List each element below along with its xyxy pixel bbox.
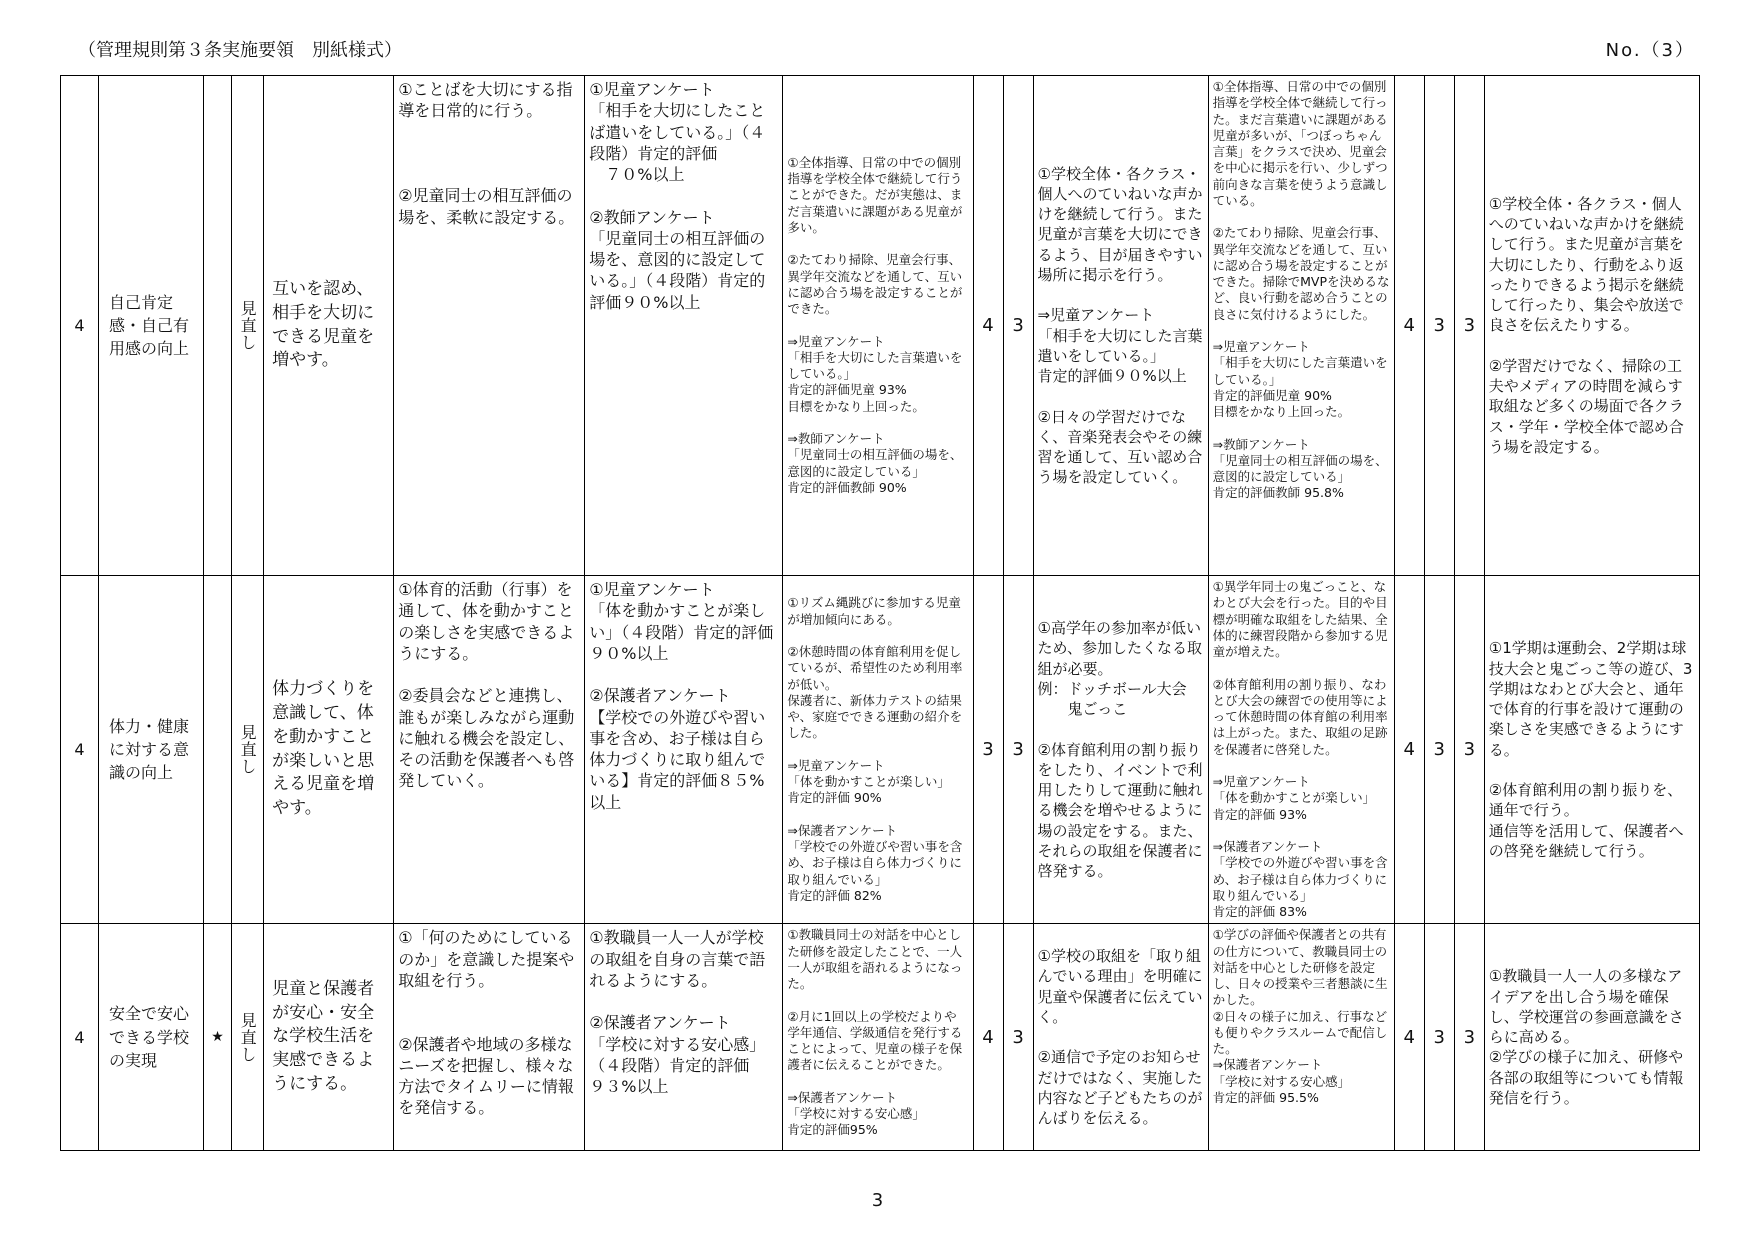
review-cell <box>232 924 264 1151</box>
final-eval-1: 4 <box>1394 924 1424 1151</box>
review-cell <box>232 76 264 576</box>
final-eval-1: 4 <box>1394 576 1424 924</box>
final-result-cell: ①全体指導、日常の中での個別指導を学校全体で継続して行った。まだ言葉遣いに課題がある児童が多いが、「つぼっちゃん言葉」をクラスで決め、児童会を中心に掲示を行い、少しずつ前向きな言葉を使うよう意識している。 ②たてわり掃除、児童会行事、異学年交流などを通して、互いに認め合う場を設定することができた。掃除でMVPを決めるなど、良い行動を認め合うことの良さに気付けるようにした。 ⇒児童アンケート 「相手を大切にした言葉遣いをしている。」 肯定的評価児童 90% 目標をかなり上回った。 ⇒教師アンケート 「児童同士の相互評価の場を、意図的に設定している」 肯定的評価教師 95.8% <box>1208 76 1394 576</box>
row-number: 4 <box>61 76 99 576</box>
table-row <box>61 924 1700 1151</box>
indicator-cell: ①児童アンケート 「体を動かすことが楽しい」（４段階）肯定的評価 ９０%以上 ②保護者アンケート 【学校での外遊びや習い事を含め、お子様は自ら体力づくりに取り組んでいる】肯定的評価８５%以上 <box>585 576 783 924</box>
final-eval-3: 3 <box>1454 924 1484 1151</box>
priority-mark: ★ <box>204 924 232 1151</box>
final-eval-3: 3 <box>1454 76 1484 576</box>
evaluation-item: 自己肯定感・自己有用感の向上 <box>99 76 204 576</box>
form-reference-label: （管理規則第３条実施要領 別紙様式） <box>78 40 402 61</box>
indicator-cell: ①教職員一人一人が学校の取組を自身の言葉で語れるようにする。 ②保護者アンケート 「学校に対する安心感」（４段階）肯定的評価 ９３%以上 <box>585 924 783 1151</box>
mid-eval-2: 3 <box>1003 924 1033 1151</box>
mid-eval-1: 4 <box>973 924 1003 1151</box>
evaluation-table <box>60 75 1700 1151</box>
review-label: 見直し <box>238 724 258 776</box>
mid-eval-1: 3 <box>973 576 1003 924</box>
mid-improvement-cell: ①学校全体・各クラス・個人へのていねいな声かけを継続して行う。また児童が言葉を大切にできるよう、目が届きやすい場所に掲示を行う。 ⇒児童アンケート 「相手を大切にした言葉遣いをしている。」 肯定的評価９０%以上 ②日々の学習だけでなく、音楽発表会やその練習を通して、互い認め合う場を設定していく。 <box>1033 76 1208 576</box>
priority-mark <box>204 576 232 924</box>
table-row <box>61 576 1700 924</box>
goal-cell: 体力づくりを意識して、体を動かすことが楽しいと思える児童を増やす。 <box>264 576 394 924</box>
mid-improvement-cell: ①高学年の参加率が低いため、参加したくなる取組が必要。 例：ドッチボール大会 鬼ごっこ ②体育館利用の割り振りをしたり、イベントで利用したりして運動に触れる機会を増やせるように場の設定をする。また、それらの取組を保護者に啓発する。 <box>1033 576 1208 924</box>
mid-result-cell: ①教職員同士の対話を中心とした研修を設定したことで、一人一人が取組を語れるようになった。 ②月に1回以上の学校だよりや学年通信、学級通信を発行することによって、児童の様子を保護者に伝えることができた。 ⇒保護者アンケート 「学校に対する安心感」 肯定的評価95% <box>783 924 973 1151</box>
goal-cell: 児童と保護者が安心・安全な学校生活を実感できるようにする。 <box>264 924 394 1151</box>
mid-improvement-cell: ①学校の取組を「取り組んでいる理由」を明確に児童や保護者に伝えていく。 ②通信で予定のお知らせだけではなく、実施した内容など子どもたちのがんばりを伝える。 <box>1033 924 1208 1151</box>
review-label: 見直し <box>238 1011 258 1063</box>
priority-mark <box>204 76 232 576</box>
evaluation-item: 体力・健康に対する意識の向上 <box>99 576 204 924</box>
final-result-cell: ①異学年同士の鬼ごっこと、なわとび大会を行った。目的や目標が明確な取組をした結果、全体的に練習段階から参加する児童が増えた。 ②体育館利用の割り振り、なわとび大会の練習での使用等によって休憩時間の体育館の利用率は上がった。また、取組の足跡を保護者に啓発した。 ⇒児童アンケート 「体を動かすことが楽しい」 肯定的評価 93% ⇒保護者アンケート 「学校での外遊びや習い事を含め、お子様は自ら体力づくりに取り組んでいる」 肯定的評価 83% <box>1208 576 1394 924</box>
final-eval-2: 3 <box>1424 924 1454 1151</box>
final-eval-2: 3 <box>1424 76 1454 576</box>
goal-cell: 互いを認め、相手を大切にできる児童を増やす。 <box>264 76 394 576</box>
mid-eval-2: 3 <box>1003 576 1033 924</box>
indicator-cell: ①児童アンケート 「相手を大切にしたことば遣いをしている。」（４段階）肯定的評価 ７０%以上 ②教師アンケート 「児童同士の相互評価の場を、意図的に設定している。」（４段階）肯定的評価９０%以上 <box>585 76 783 576</box>
next-plan-cell: ①1学期は運動会、2学期は球技大会と鬼ごっこ等の遊び、3学期はなわとび大会と、通年で体育的行事を設けて運動の楽しさを実感できるようにする。 ②体育館利用の割り振りを、通年で行う。 通信等を活用して、保護者への啓発を継続して行う。 <box>1484 576 1699 924</box>
form-number-label: No.（3） <box>1605 40 1695 61</box>
review-cell <box>232 576 264 924</box>
final-result-cell: ①学びの評価や保護者との共有の仕方について、教職員同士の対話を中心とした研修を設定し、日々の授業や三者懇談に生かした。 ②日々の様子に加え、行事なども便りやクラスルームで配信した。 ⇒保護者アンケート 「学校に対する安心感」 肯定的評価 95.5% <box>1208 924 1394 1151</box>
next-plan-cell: ①教職員一人一人の多様なアイデアを出し合う場を確保し、学校運営の参画意識をさらに高める。 ②学びの様子に加え、研修や各部の取組等についても情報発信を行う。 <box>1484 924 1699 1151</box>
plan-cell: ①「何のためにしているのか」を意識した提案や取組を行う。 ②保護者や地域の多様なニーズを把握し、様々な方法でタイムリーに情報を発信する。 <box>394 924 585 1151</box>
evaluation-item: 安全で安心できる学校の実現 <box>99 924 204 1151</box>
final-eval-1: 4 <box>1394 76 1424 576</box>
mid-result-cell: ①リズム縄跳びに参加する児童が増加傾向にある。 ②休憩時間の体育館利用を促しているが、希望性のため利用率が低い。 保護者に、新体力テストの結果や、家庭でできる運動の紹介をした。 ⇒児童アンケート 「体を動かすことが楽しい」 肯定的評価 90% ⇒保護者アンケート 「学校での外遊びや習い事を含め、お子様は自ら体力づくりに取り組んでいる」 肯定的評価 82% <box>783 576 973 924</box>
row-number: 4 <box>61 924 99 1151</box>
next-plan-cell: ①学校全体・各クラス・個人へのていねいな声かけを継続して行う。また児童が言葉を大切にしたり、行動をふり返ったりできるよう掲示を継続して行ったり、集会や放送で良さを伝えたりする。 ②学習だけでなく、掃除の工夫やメディアの時間を減らす取組など多くの場面で各クラス・学年・学校全体で認め合う場を設定する。 <box>1484 76 1699 576</box>
mid-eval-2: 3 <box>1003 76 1033 576</box>
plan-cell: ①ことばを大切にする指導を日常的に行う。 ②児童同士の相互評価の場を、柔軟に設定する。 <box>394 76 585 576</box>
final-eval-2: 3 <box>1424 576 1454 924</box>
mid-eval-1: 4 <box>973 76 1003 576</box>
mid-result-cell: ①全体指導、日常の中での個別指導を学校全体で継続して行うことができた。だが実態は、まだ言葉遣いに課題がある児童が多い。 ②たてわり掃除、児童会行事、異学年交流などを通して、互いに認め合う場を設定することができた。 ⇒児童アンケート 「相手を大切にした言葉遣いをしている。」 肯定的評価児童 93% 目標をかなり上回った。 ⇒教師アンケート 「児童同士の相互評価の場を、意図的に設定している」 肯定的評価教師 90% <box>783 76 973 576</box>
page-number: 3 <box>871 1190 884 1211</box>
row-number: 4 <box>61 576 99 924</box>
table-row <box>61 76 1700 576</box>
plan-cell: ①体育的活動（行事）を通して、体を動かすことの楽しさを実感できるようにする。 ②委員会などと連携し、誰もが楽しみながら運動に触れる機会を設定し、その活動を保護者へも啓発していく。 <box>394 576 585 924</box>
final-eval-3: 3 <box>1454 576 1484 924</box>
review-label: 見直し <box>238 300 258 351</box>
